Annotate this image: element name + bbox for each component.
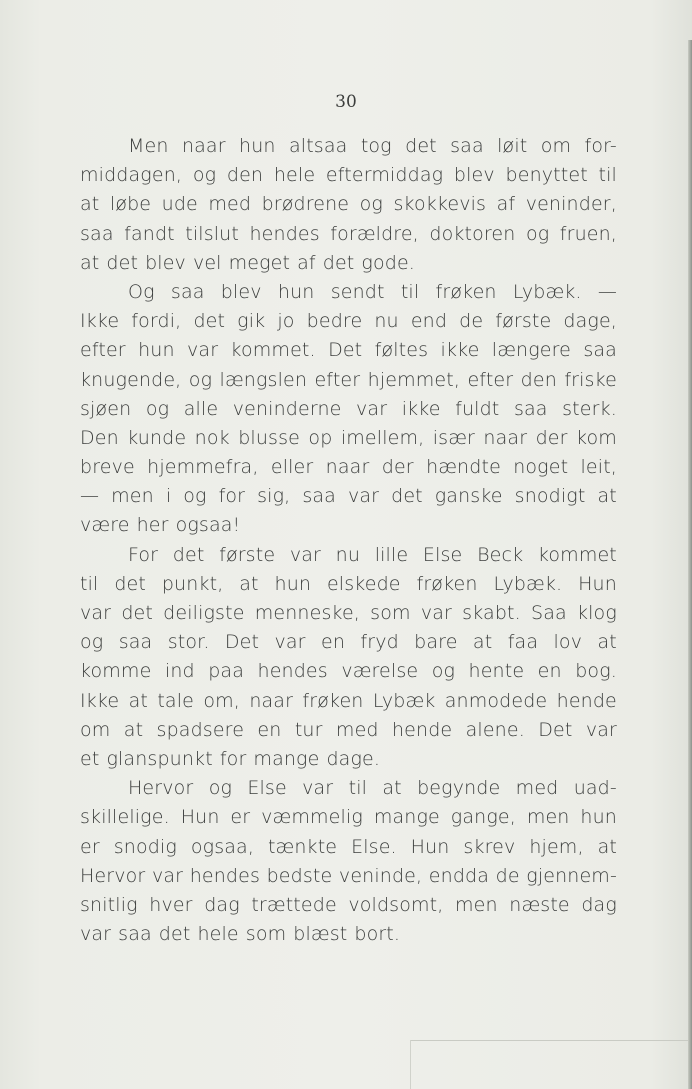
text-line: sjøen og alle veninderne var ikke fuldt saa sterk. <box>80 397 617 420</box>
text-line: knugende, og længslen efter hjemmet, efter den friske <box>80 368 617 391</box>
text-line: var saa det hele som blæst bort. <box>80 923 401 946</box>
page-number: 30 <box>335 92 357 112</box>
text-line: Men naar hun altsaa tog det saa løit om for- <box>128 135 617 157</box>
text-line: komme ind paa hendes værelse og hente en bog. <box>80 660 617 683</box>
text-line: Hervor var hendes bedste veninde, endda de gjennem- <box>80 864 617 887</box>
text-line: saa fandt tilslut hendes forældre, doktoren og fruen, <box>80 222 617 245</box>
text-line: om at spadsere en tur med hende alene. Det var <box>80 718 617 741</box>
text-line: være her ogsaa! <box>80 514 241 537</box>
text-line: For det første var nu lille Else Beck kommet <box>128 543 617 566</box>
text-line: skillelige. Hun er væmmelig mange gange, men hun <box>80 806 617 829</box>
text-line: var det deiligste menneske, som var skabt. Saa klog <box>80 602 617 624</box>
text-line: snitlig hver dag trættede voldsomt, men næste dag <box>80 893 617 916</box>
text-line: Den kunde nok blusse op imellem, især naar der kom <box>80 426 617 449</box>
page-edge <box>688 40 692 1089</box>
text-line: at løbe ude med brødrene og skokkevis af veninder, <box>80 193 617 216</box>
text-line: Hervor og Else var til at begynde med uad- <box>128 777 617 800</box>
text-line: — men i og for sig, saa var det ganske snodigt at <box>80 485 617 508</box>
text-line: et glanspunkt for mange dage. <box>80 747 381 770</box>
text-line: Og saa blev hun sendt til frøken Lybæk. — <box>128 280 617 303</box>
text-line: efter hun var kommet. Det føltes ikke længere saa <box>80 339 617 362</box>
text-line: breve hjemmefra, eller naar der hændte noget leit, <box>80 456 617 479</box>
text-line: er snodig ogsaa, tænkte Else. Hun skrev hjem, at <box>80 835 617 858</box>
text-line: middagen, og den hele eftermiddag blev benyttet til <box>80 164 617 187</box>
text-line: til det punkt, at hun elskede frøken Lybæk. Hun <box>80 572 617 595</box>
text-line: Ikke fordi, det gik jo bedre nu end de første dage, <box>80 310 617 333</box>
page-corner-fold <box>410 1040 411 1089</box>
text-line: at det blev vel meget af det gode. <box>80 251 415 274</box>
text-line: Ikke at tale om, naar frøken Lybæk anmodede hende <box>80 689 617 712</box>
text-line: og saa stor. Det var en fryd bare at faa lov at <box>80 631 617 654</box>
body-text <box>80 132 617 949</box>
page-corner-edge <box>410 1040 688 1041</box>
